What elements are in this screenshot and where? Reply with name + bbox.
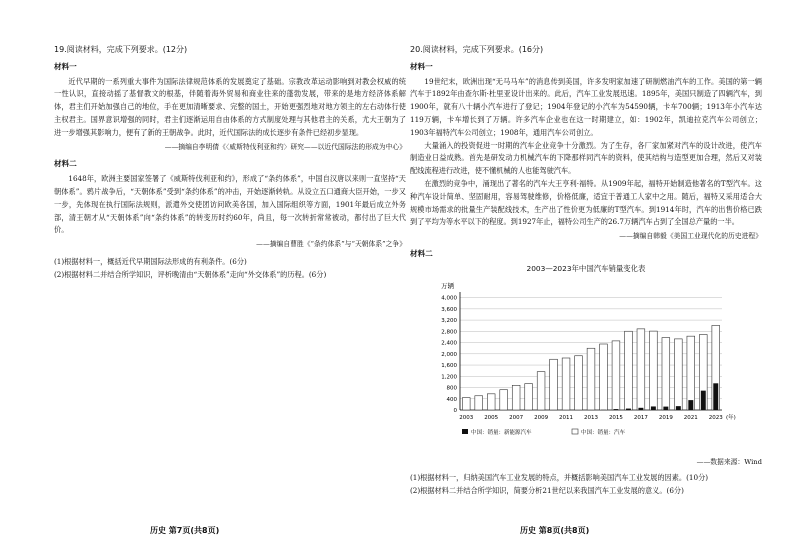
y-tick-label: 2,800	[441, 328, 457, 335]
bar-total-sales	[687, 336, 695, 410]
x-tick-label: 2011	[559, 414, 574, 421]
x-tick-label: 2005	[484, 414, 499, 421]
bar-total-sales	[650, 331, 658, 410]
left-column	[54, 44, 406, 282]
y-tick-label: 3,600	[441, 306, 457, 313]
bar-nev-sales	[701, 390, 706, 409]
x-tick-label: 2021	[683, 414, 698, 421]
material-2-text: 1648年，欧洲主要国家签署了《威斯特伐利亚和约》，形成了“条约体系”，中国自汉唐以来则一直坚持“天朝体系”。鸦片战争后，“天朝体系”受到“条约体系”的冲击，开始逐渐转轨。从设立五口通商大臣开始，一步又一步，先体现在执行国际法规则，派遣外交使团访问欧美各国，加入国际组织等方面，1901年最后成立外务部，清王朝才从“天朝体系”向“条约体系”的转变历时约60年，尚且，每一次转折常常被动，都付出了巨大代价。	[54, 174, 406, 235]
chart-title: 2003—2023年中国汽车销量变化表	[526, 263, 646, 273]
bar-total-sales	[674, 338, 682, 409]
legend-swatch-total	[572, 429, 578, 434]
x-axis-unit-label: (年)	[726, 414, 736, 421]
y-tick-label: 3,200	[441, 317, 457, 324]
bar-total-sales	[637, 328, 645, 409]
sales-chart-svg	[410, 278, 762, 456]
requirement-2: (2)根据材料二并结合所学知识，简要分析21世纪以来我国汽车工业发展的意义。(6分)	[410, 486, 684, 496]
x-tick-label: 2003	[459, 414, 474, 421]
legend-swatch-nev	[462, 429, 468, 434]
bar-total-sales	[550, 359, 558, 410]
bar-nev-sales	[613, 409, 618, 410]
material-1-paragraph-3: 在激烈的竞争中，涌现出了著名的汽车大王亨利·福特。从1909年起，福特开始制造他著名的T型汽车。这种汽车设计简单、坚固耐用，容易驾驶维修，价格低廉，适宜于普通工人家中之用。随后，福特又采用适合大规模市场需求的批量生产装配线技术，生产出了性价更为低廉的T型汽车。到1914年时，汽车的出售价格已跌到了平均为等水平以下的程度。到1927年止，福特公司生产的26.7万辆汽车占到了全国总产量的一半。	[410, 178, 762, 227]
y-tick-label: 1,600	[441, 362, 457, 369]
footer-page-7: 历史 第7页(共8页)	[150, 526, 220, 535]
bar-nev-sales	[651, 406, 656, 410]
bar-total-sales	[612, 340, 620, 409]
bar-nev-sales	[713, 383, 718, 410]
bar-total-sales	[512, 385, 520, 410]
bar-total-sales	[500, 389, 508, 409]
bar-total-sales	[600, 344, 608, 410]
bar-total-sales	[525, 383, 533, 409]
bar-total-sales	[537, 371, 545, 409]
material-1-paragraph-1: 19世纪末，欧洲出现“无马马车”的消息传到美国，许多发明家加速了研制燃油汽车的工作。美国的第一辆汽车于1892年由查尔斯·杜里亚设计出来的。此后，汽车工业发展迅速。1895年，美国只制造了四辆汽车，到1900年，就有八十辆小汽车进行了登记；1904年登记的小汽车为54590辆，卡车700辆；1913年小汽车达119万辆，卡车增长到了万辆。许多汽车企业也在这一时期建立，如：1902年，凯迪拉克汽车公司创立；1903年福特汽车公司创立；1908年，通用汽车公司创立。	[410, 76, 762, 137]
material-1-label: 材料一	[54, 61, 77, 71]
x-tick-label: 2023	[708, 414, 723, 421]
y-tick-label: 4,000	[441, 295, 457, 302]
bar-total-sales	[487, 393, 495, 409]
bar-total-sales	[562, 358, 570, 410]
bar-nev-sales	[638, 407, 643, 409]
material-2-source: ——摘编自曹胜《“条约体系”与“天朝体系”之争》	[256, 240, 406, 249]
bar-total-sales	[462, 397, 470, 409]
y-tick-label: 2,000	[441, 351, 457, 358]
bar-total-sales	[662, 337, 670, 409]
data-source: ——数据来源：Wind	[696, 457, 762, 466]
material-1-label: 材料一	[410, 61, 433, 71]
material-2-label: 材料二	[410, 248, 433, 258]
x-tick-label: 2013	[584, 414, 598, 421]
legend-label-total: 中国：销量：汽车	[581, 429, 626, 436]
material-1-paragraph-2: 大量涌入的投资促进一时期的汽车企业竞争十分激烈。为了生存，各厂家加紧对汽车的设计改进，使汽车制造业日益成熟。首先是研发动力机械汽车的下降那样同汽车的资料，使其结构与造型更加合理，然后又对装配线流程进行改进，使不懂机械的人也能驾驶汽车。	[410, 140, 762, 176]
sales-chart	[410, 278, 762, 456]
requirement-2: (2)根据材料二并结合所学知识，评析晚清由“天朝体系”走向“外交体系”的历程。(6分)	[54, 269, 327, 279]
y-tick-label: 400	[446, 396, 457, 403]
x-tick-label: 2017	[633, 414, 648, 421]
requirement-1: (1)根据材料一，归纳美国汽车工业发展的特点，并概括影响美国汽车工业发展的因素。(10分)	[410, 473, 709, 483]
legend-label-nev: 中国：销量：新能源汽车	[471, 429, 532, 436]
bar-nev-sales	[626, 408, 631, 409]
material-1-text: 近代早期的一系列重大事件为国际法律规范体系的发展奠定了基础。宗教改革运动影响到对教会权威的统一性认识，直接动摇了基督教文的根基，伴随着海外贸易和商业往来的蓬勃发展，带来的是地方经济体系解体，君主们开始加强自己的地位，手在更加清晰要求、完整的国土，开始更强烈地对地方领主的左右动体行使主权君主。国界意识增强的同时，君主们逐渐运用自由体系的方式制度处理与其他君主的关系，尤大王朝为了进一步增强其影响力，便有了新的王朝战争。此时，近代国际法的成长逐步有条件已经初步显现。	[54, 76, 406, 137]
x-tick-label: 2019	[658, 414, 673, 421]
requirement-1: (1)根据材料一，概括近代早期国际法形成的有利条件。(6分)	[54, 256, 247, 266]
bar-nev-sales	[663, 406, 668, 409]
bar-nev-sales	[676, 406, 681, 410]
bar-total-sales	[625, 331, 633, 410]
x-tick-label: 2007	[509, 414, 524, 421]
material-1-source: ——摘编自韩毅《美国工业现代化的历史进程》	[619, 232, 762, 241]
y-tick-label: 800	[446, 385, 457, 392]
question-20-title: 20.阅读材料，完成下列要求。(16分)	[410, 45, 544, 54]
y-tick-label: 2,400	[441, 340, 457, 347]
y-tick-label: 1,200	[441, 373, 457, 380]
bar-nev-sales	[688, 400, 693, 410]
footer-page-8: 历史 第8页(共8页)	[520, 526, 590, 535]
y-tick-label: 0	[453, 407, 457, 414]
x-tick-label: 2015	[608, 414, 623, 421]
bar-total-sales	[587, 348, 595, 410]
y-axis-unit-label: 万辆	[441, 281, 454, 290]
question-19-title: 19.阅读材料，完成下列要求。(12分)	[54, 45, 188, 54]
right-column	[410, 44, 762, 498]
material-1-source: ——摘编自李明倩《〈威斯特伐利亚和约〉研究——以近代国际法的形成为中心》	[164, 142, 406, 151]
bar-total-sales	[575, 355, 583, 409]
bar-total-sales	[475, 395, 483, 409]
x-tick-label: 2009	[534, 414, 549, 421]
material-2-label: 材料二	[54, 159, 77, 169]
